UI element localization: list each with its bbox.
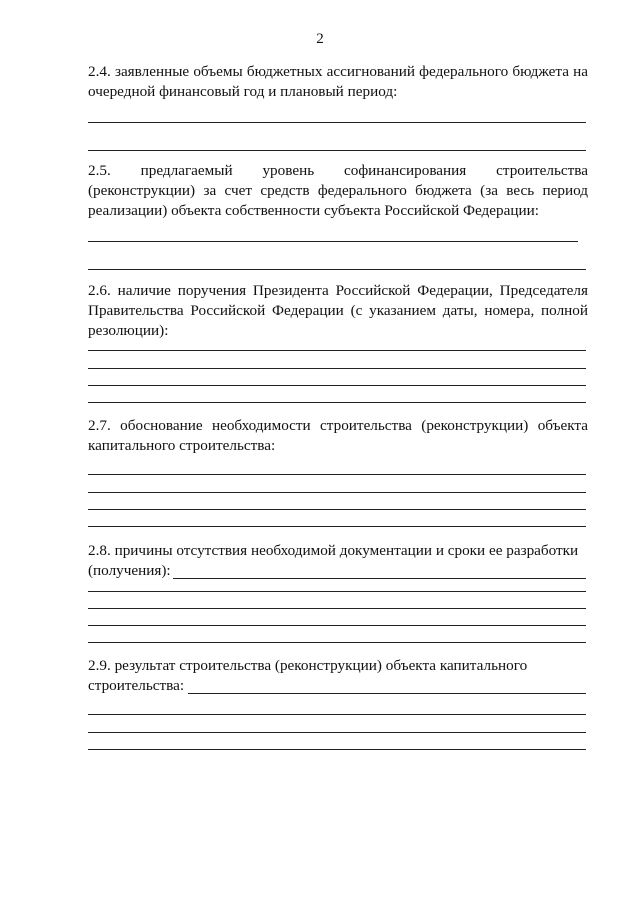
blank-line bbox=[88, 509, 586, 510]
blank-line bbox=[88, 122, 586, 123]
blank-line bbox=[88, 368, 586, 369]
blank-line bbox=[88, 732, 586, 733]
section-2-8 bbox=[88, 541, 588, 581]
page-number: 2 bbox=[316, 31, 324, 47]
section-2-9-text-line1: 2.9. результат строительства (реконструкции) объекта капитального bbox=[88, 657, 528, 674]
section-2-5 bbox=[88, 161, 588, 221]
blank-line bbox=[88, 241, 578, 242]
blank-line bbox=[88, 474, 586, 475]
inline-blank-line bbox=[173, 578, 586, 579]
blank-line bbox=[88, 625, 586, 626]
section-2-8-text-line2: (получения): bbox=[88, 562, 171, 579]
blank-line bbox=[88, 714, 586, 715]
section-2-6 bbox=[88, 281, 588, 341]
section-2-7 bbox=[88, 416, 588, 456]
blank-line bbox=[88, 385, 586, 386]
blank-line bbox=[88, 749, 586, 750]
section-2-6-text: 2.6. наличие поручения Президента Российской Федерации, Председателя Правительства Российской Федерации (с указанием даты, номера, полной резолюции): bbox=[88, 282, 588, 339]
blank-line bbox=[88, 591, 586, 592]
blank-line bbox=[88, 269, 586, 270]
blank-line bbox=[88, 402, 586, 403]
section-2-8-text-line1: 2.8. причины отсутствия необходимой документации и сроки ее разработки bbox=[88, 542, 579, 559]
section-2-5-text: 2.5. предлагаемый уровень софинансирования строительства (реконструкции) за счет средств федерального бюджета (за весь период реализации) объекта собственности субъекта Российской Федерации: bbox=[88, 162, 588, 219]
blank-line bbox=[88, 608, 586, 609]
section-2-4-text: 2.4. заявленные объемы бюджетных ассигнований федерального бюджета на очередной финансовый год и плановый период: bbox=[88, 63, 588, 100]
inline-blank-line bbox=[188, 693, 586, 694]
blank-line bbox=[88, 642, 586, 643]
blank-line bbox=[88, 150, 586, 151]
section-2-7-text: 2.7. обоснование необходимости строительства (реконструкции) объекта капитального строительства: bbox=[88, 417, 588, 454]
blank-line bbox=[88, 350, 586, 351]
section-2-9 bbox=[88, 656, 588, 696]
section-2-4 bbox=[88, 62, 588, 102]
section-2-9-text-line2: строительства: bbox=[88, 677, 185, 694]
blank-line bbox=[88, 526, 586, 527]
blank-line bbox=[88, 492, 586, 493]
